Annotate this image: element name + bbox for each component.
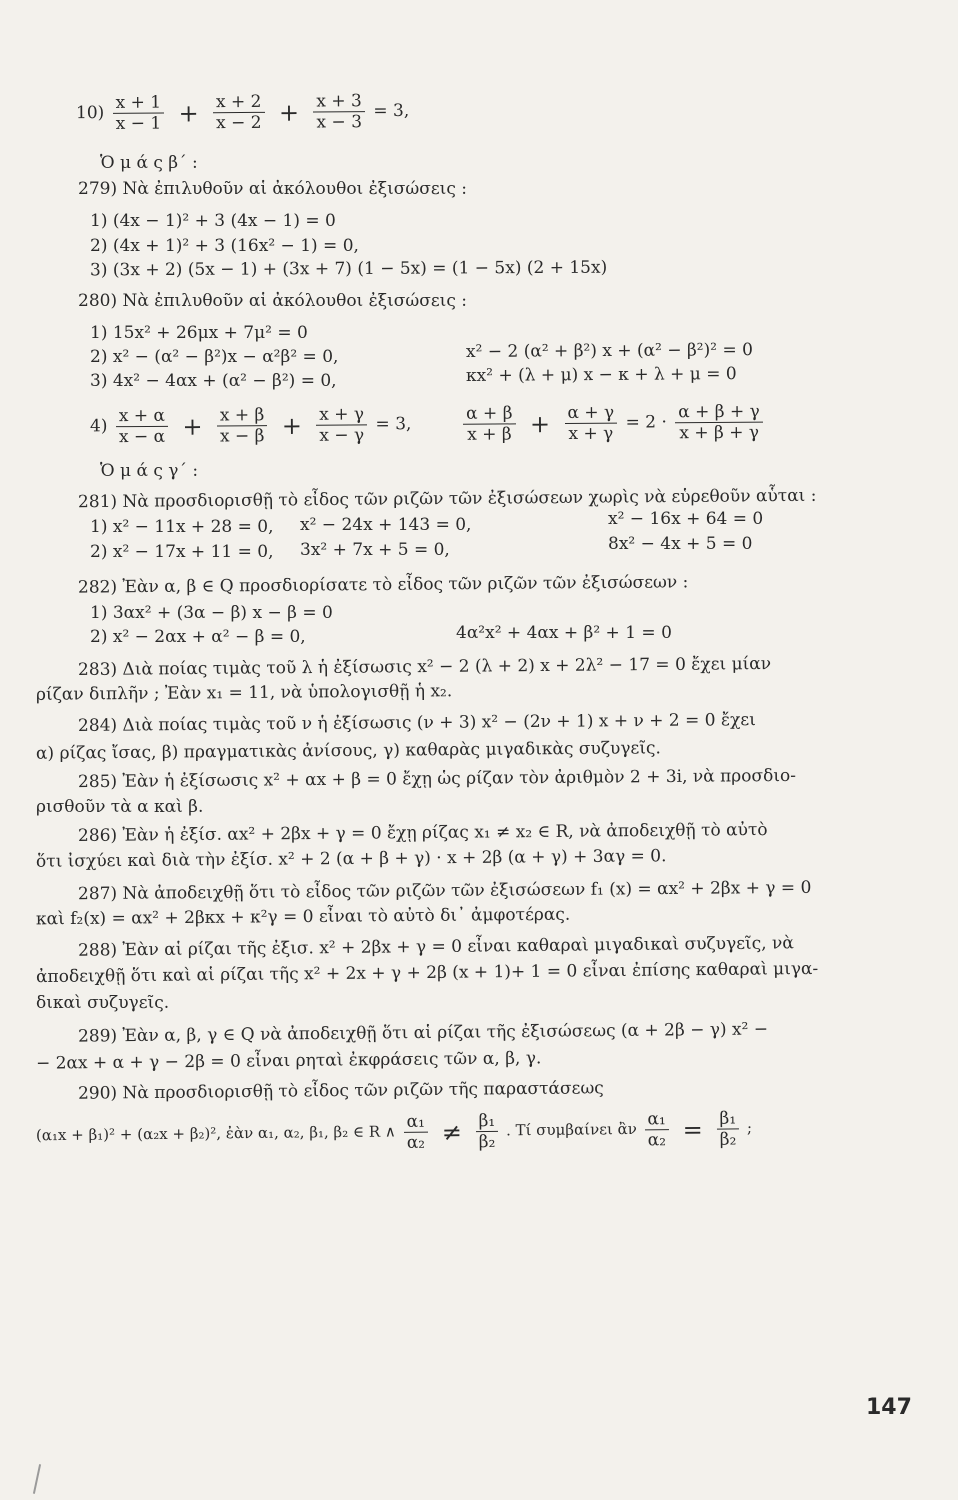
fraction (475, 1111, 498, 1152)
problem-279-header: 279) Νὰ ἐπιλυθοῦν αἱ ἀκόλουθοι ἐξισώσεις : (78, 179, 467, 199)
page-number: 147 (866, 1395, 912, 1420)
problem-280-item-1: 1) 15x² + 26μx + 7μ² = 0 (90, 323, 308, 343)
denominator: x − α (118, 426, 166, 448)
scan-mark (33, 1464, 41, 1494)
fraction (564, 403, 617, 444)
numerator: x + 1 (113, 93, 165, 114)
problem-280-item-2b: x² − 2 (α² + β²) x + (α² − β²)² = 0 (465, 339, 753, 363)
problem-289-line-1: 289) Ἐὰν α, β, γ ∈ Q νὰ ἀποδειχθῇ ὅτι αἱ ρίζαι τῆς ἐξισώσεως (α + 2β − γ) x² − (77, 1019, 769, 1047)
item-label: 4) (89, 416, 108, 437)
problem-281-row-1b: x² − 24x + 143 = 0, (300, 515, 472, 535)
numerator: x + γ (316, 404, 367, 425)
problem-286-line-2: ὅτι ἰσχύει καὶ διὰ τὴν ἐξίσ. x² + 2 (α + β + γ) · x + 2β (α + γ) + 3αγ = 0. (35, 846, 667, 872)
problem-281-row-2b: 3x² + 7x + 5 = 0, (300, 540, 450, 560)
problem-280-item-4 (90, 402, 766, 448)
problem-285-line-2: ρισθοῦν τὰ α καὶ β. (36, 797, 204, 817)
denominator: x − 2 (216, 112, 262, 134)
question-mark: ; (746, 1118, 753, 1137)
denominator: x − γ (319, 425, 365, 446)
problem-283-line-2: ρίζαν διπλῆν ; Ἐὰν x₁ = 11, νὰ ὑπολογισθῇ ἡ x₂. (35, 681, 453, 705)
problem-284-line-2: α) ρίζας ἴσας, β) πραγματικὰς ἀνίσους, γ) καθαρὰς μιγαδικὰς συζυγεῖς. (35, 738, 661, 764)
denominator: x − 3 (316, 112, 363, 133)
fraction (716, 1108, 739, 1149)
fraction (463, 403, 516, 444)
problem-281-row-2a: 2) x² − 17x + 11 = 0, (90, 542, 274, 562)
problem-282-row-2a: 2) x² − 2αx + α² − β = 0, (90, 627, 306, 647)
not-equal-sign: ≠ (441, 1117, 462, 1146)
numerator: α₁ (403, 1112, 428, 1133)
question-text: . Τί συμβαίνει ἂν (505, 1119, 637, 1140)
numerator: x + 3 (313, 91, 365, 112)
problem-280-item-3a: 3) 4x² − 4αx + (α² − β²) = 0, (90, 371, 337, 391)
equals-times: = 2 · (625, 412, 667, 433)
problem-282-row-2b: 4α²x² + 4αx + β² + 1 = 0 (456, 623, 672, 643)
problem-281-row-1a: 1) x² − 11x + 28 = 0, (90, 517, 274, 537)
denominator: α₂ (406, 1132, 426, 1153)
denominator: α₂ (647, 1130, 667, 1151)
denominator: x − 1 (115, 113, 162, 134)
numerator: β₁ (716, 1108, 739, 1129)
numerator: α₁ (644, 1109, 669, 1130)
problem-289-line-2: − 2αx + α + γ − 2β = 0 εἶναι ρηταὶ ἐκφράσεις τῶν α, β, γ. (35, 1048, 542, 1074)
plus-sign: + (281, 411, 302, 440)
exercise-10 (76, 91, 409, 134)
numerator: α + β (463, 403, 516, 424)
numerator: β₁ (475, 1111, 498, 1132)
fraction (217, 405, 268, 446)
problem-288-line-3: δικαὶ συζυγεῖς. (36, 993, 170, 1013)
plus-sign: + (178, 98, 199, 127)
problem-285-line-1: 285) Ἐὰν ἡ ἐξίσωσις x² + αx + β = 0 ἔχῃ ὡς ρίζαν τὸν ἀριθμὸν 2 + 3i, νὰ προσδιο- (77, 765, 797, 793)
denominator: β₂ (719, 1129, 737, 1150)
problem-288-line-1: 288) Ἐὰν αἱ ρίζαι τῆς ἐξισ. x² + 2βx + γ = 0 εἶναι καθαραὶ μιγαδικαὶ συζυγεῖς, νὰ (77, 933, 794, 961)
fraction (316, 404, 367, 445)
problem-280-item-3b: κx² + (λ + μ) x − κ + λ + μ = 0 (465, 364, 737, 386)
problem-283-line-1: 283) Διὰ ποίας τιμὰς τοῦ λ ἡ ἐξίσωσις x² − 2 (λ + 2) x + 2λ² − 17 = 0 ἔχει μίαν (77, 653, 772, 681)
problem-280-header: 280) Νὰ ἐπιλυθοῦν αἱ ἀκόλουθοι ἐξισώσεις : (78, 291, 467, 311)
numerator: x + 2 (213, 92, 265, 113)
denominator: x − β (219, 426, 265, 447)
plus-sign: + (182, 412, 203, 441)
numerator: x + β (217, 405, 268, 426)
problem-281-row-1c: x² − 16x + 64 = 0 (608, 509, 764, 529)
plus-sign: + (529, 409, 551, 438)
numerator: α + β + γ (675, 402, 763, 424)
fraction (313, 91, 365, 132)
problem-279-item-2: 2) (4x + 1)² + 3 (16x² − 1) = 0, (90, 236, 359, 256)
fraction (116, 406, 168, 447)
equals-sign: = (682, 1115, 703, 1144)
fraction (403, 1112, 428, 1153)
problem-287-line-1: 287) Νὰ ἀποδειχθῇ ὅτι τὸ εἶδος τῶν ριζῶν τῶν ἐξισώσεων f₁ (x) = αx² + 2βx + γ = 0 (77, 877, 812, 905)
problem-280-item-2a: 2) x² − (α² − β²)x − α²β² = 0, (90, 347, 339, 367)
equation-rhs: = 3, (373, 100, 410, 122)
fraction (644, 1109, 669, 1150)
problem-282-row-1: 1) 3αx² + (3α − β) x − β = 0 (90, 603, 333, 623)
group-heading-c: Ὁ μ ά ς γ΄ : (100, 461, 199, 481)
problem-288-line-2: ἀποδειχθῇ ὅτι καὶ αἱ ρίζαι τῆς x² + 2x + γ + 2β (x + 1)+ 1 = 0 εἶναι ἐπίσης καθαραὶ μιγα- (35, 958, 819, 988)
problem-284-line-1: 284) Διὰ ποίας τιμὰς τοῦ ν ἡ ἐξίσωσις (ν + 3) x² − (2ν + 1) x + ν + 2 = 0 ἔχει (77, 710, 756, 736)
problem-282-header: 282) Ἐὰν α, β ∈ Q προσδιορίσατε τὸ εἶδος τῶν ριζῶν τῶν ἐξισώσεων : (77, 572, 689, 598)
problem-290-line-1: 290) Νὰ προσδιορισθῇ τὸ εἶδος τῶν ριζῶν τῆς παραστάσεως (77, 1078, 604, 1104)
problem-286-line-1: 286) Ἐὰν ἡ ἐξίσ. αx² + 2βx + γ = 0 ἔχῃ ρίζας x₁ ≠ x₂ ∈ R, νὰ ἀποδειχθῇ τὸ αὐτὸ (77, 819, 768, 847)
group-heading-b: Ὁ μ ά ς β΄ : (100, 153, 198, 173)
denominator: x + β + γ (679, 422, 760, 444)
problem-281-row-2c: 8x² − 4x + 5 = 0 (608, 534, 753, 554)
denominator: x + γ (568, 423, 614, 445)
problem-279-item-3: 3) (3x + 2) (5x − 1) + (3x + 7) (1 − 5x) = (1 − 5x) (2 + 15x) (89, 257, 608, 281)
fraction (113, 93, 165, 134)
denominator: x + β (467, 424, 512, 445)
problem-281-header: 281) Νὰ προσδιορισθῇ τὸ εἶδος τῶν ριζῶν τῶν ἐξισώσεων χωρὶς νὰ εὑρεθοῦν αὗται : (77, 485, 817, 513)
fraction (675, 402, 763, 444)
numerator: α + γ (564, 403, 617, 424)
plus-sign: + (278, 98, 300, 127)
denominator: β₂ (478, 1131, 496, 1153)
numerator: x + α (116, 406, 168, 427)
fraction (213, 92, 265, 133)
exercise-label: 10) (75, 102, 105, 124)
problem-287-line-2: καὶ f₂(x) = αx² + 2βκx + κ²γ = 0 εἶναι τὸ αὐτὸ δι᾿ ἀμφοτέρας. (35, 904, 571, 930)
problem-290-line-2 (36, 1108, 752, 1156)
expression: (α₁x + β₁)² + (α₂x + β₂)², ἐὰν α₁, α₂, β₁, β₂ ∈ R ∧ (35, 1122, 396, 1145)
problem-279-item-1: 1) (4x − 1)² + 3 (4x − 1) = 0 (90, 211, 336, 231)
equation-rhs: = 3, (375, 414, 412, 435)
